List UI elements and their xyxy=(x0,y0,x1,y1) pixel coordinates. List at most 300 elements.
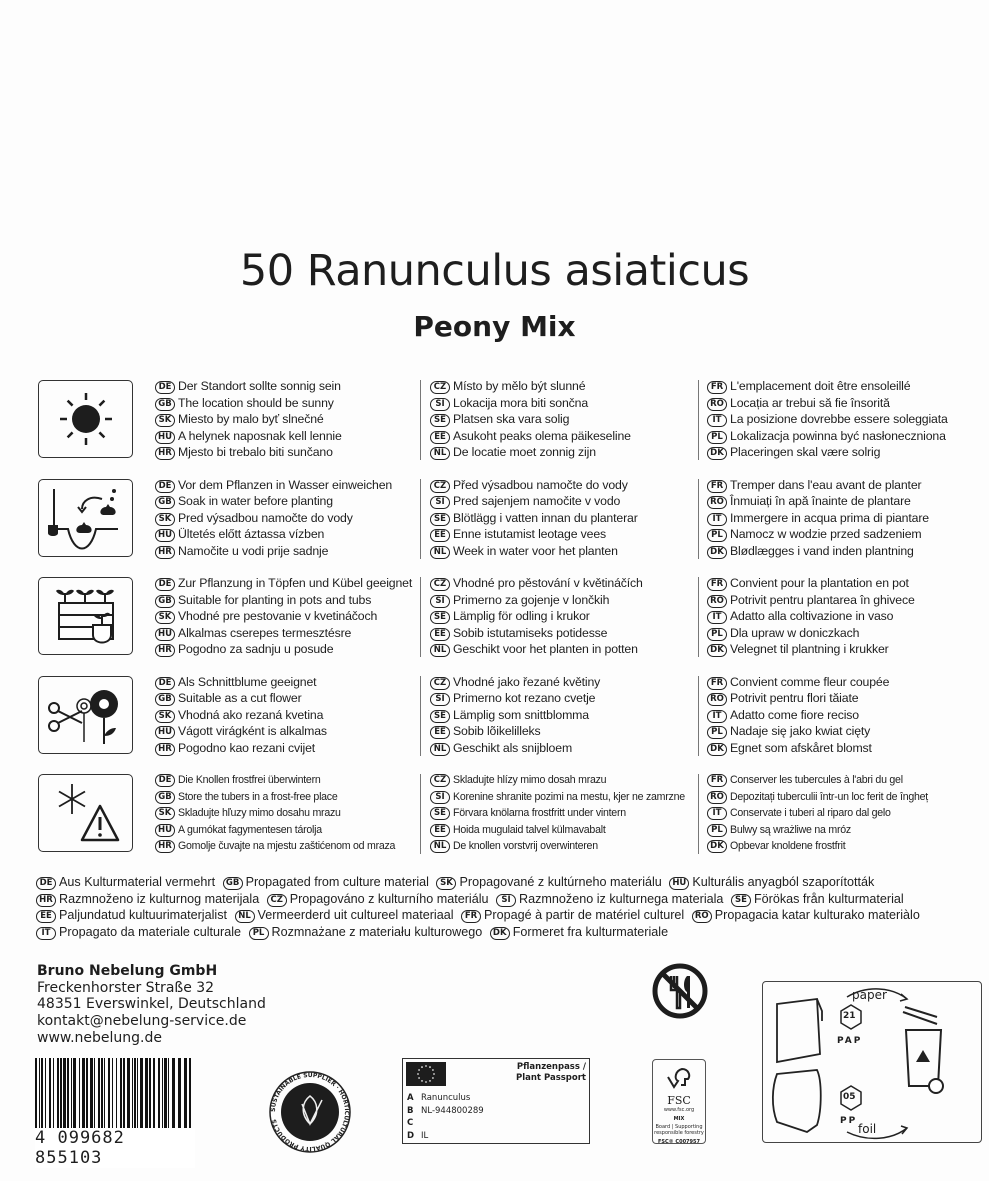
lang-text: Formeret fra kulturmateriale xyxy=(512,924,669,939)
lang-text: Vhodné pre pestovanie v kvetináčoch xyxy=(178,609,378,623)
lang-code-badge: SK xyxy=(155,611,175,624)
lang-code-badge: EE xyxy=(430,529,450,542)
lang-code-badge: HR xyxy=(155,447,175,460)
lang-code-badge: EE xyxy=(430,628,450,641)
lang-code-badge: SE xyxy=(430,513,450,526)
lang-code-badge: NL xyxy=(430,546,450,559)
lang-item xyxy=(461,908,684,922)
lang-text: Lokacija mora biti sončna xyxy=(453,395,589,410)
lang-item xyxy=(496,892,723,906)
lang-code-badge: CZ xyxy=(430,677,450,690)
plant-passport xyxy=(402,1058,590,1144)
barcode-bar xyxy=(101,1058,103,1128)
lang-text: Förökas från kulturmaterial xyxy=(753,891,904,906)
barcode-bar xyxy=(45,1058,46,1128)
lang-item xyxy=(155,511,353,525)
barcode-bar xyxy=(158,1058,160,1128)
lang-code-badge: NL xyxy=(430,840,450,853)
lang-text: Convient comme fleur coupée xyxy=(730,674,890,689)
lang-text: Conserver les tubercules à l'abri du gel xyxy=(730,774,903,786)
lang-code-badge: EE xyxy=(430,431,450,444)
recycling-diagram-icon xyxy=(763,982,983,1144)
line-key: A xyxy=(407,1093,414,1103)
company-street: Freckenhorster Straße 32 xyxy=(37,979,215,996)
lang-code-badge: DK xyxy=(707,743,727,756)
lang-code-badge: SI xyxy=(430,398,450,411)
lang-code-badge: HU xyxy=(155,628,175,641)
column-divider xyxy=(698,676,699,756)
instruction-row xyxy=(38,674,988,764)
barcode-bar xyxy=(189,1058,191,1136)
lang-text: Propagacia katar kulturako materiàlo xyxy=(714,908,920,922)
barcode-bar xyxy=(149,1058,151,1128)
line-value: NL-944800289 xyxy=(421,1105,484,1116)
column-divider xyxy=(698,774,699,854)
lang-text: Paljundatud kultuurimaterjalist xyxy=(59,908,228,922)
lang-text: La posizione dovrebbe essere soleggiata xyxy=(730,412,948,426)
lang-text: Propagato da materiale culturale xyxy=(59,924,242,939)
company-website[interactable]: www.nebelung.de xyxy=(37,1029,162,1046)
lang-item xyxy=(430,675,600,689)
lang-item xyxy=(707,724,870,738)
lang-item xyxy=(707,544,914,558)
lang-code-badge: CZ xyxy=(430,480,450,493)
svg-text:SUSTAINABLE SUPPLIER · HORTICU: SUSTAINABLE SUPPLIER · HORTICULTURAL QUALITY PRODUCTS xyxy=(269,1071,351,1153)
lang-text: Vor dem Pflanzen in Wasser einweichen xyxy=(178,477,393,492)
barcode-bar xyxy=(41,1058,43,1128)
lang-text: Pred sajenjem namočite v vodo xyxy=(453,494,621,508)
line-key: C xyxy=(407,1118,414,1128)
lang-item xyxy=(155,807,341,819)
lang-item xyxy=(707,708,859,722)
lang-code-badge: PL xyxy=(707,726,727,739)
passport-line-b xyxy=(407,1105,484,1118)
lang-item xyxy=(430,642,638,656)
lang-text: De locatie moet zonnig zijn xyxy=(453,445,596,459)
propagation-statement xyxy=(36,874,976,940)
lang-item xyxy=(430,626,607,640)
lang-item xyxy=(430,609,590,623)
lang-item xyxy=(707,511,929,525)
fsc-logo-text: FSC xyxy=(667,1094,691,1107)
lang-item xyxy=(155,478,392,492)
footer-line xyxy=(36,874,976,891)
fsc-description: Board | Supporting responsible forestry xyxy=(654,1124,704,1136)
pots-planter-icon xyxy=(38,577,133,655)
barcode-bar xyxy=(178,1058,181,1128)
column-divider xyxy=(420,479,421,559)
instruction-column xyxy=(155,674,413,757)
recycling-code-pp: 05 xyxy=(843,1092,856,1102)
barcode-bar xyxy=(127,1058,130,1128)
lang-text: Egnet som afskåret blomst xyxy=(730,740,872,755)
lang-item xyxy=(707,741,872,755)
lang-text: De knollen vorstvrij overwinteren xyxy=(453,840,598,852)
barcode-number: 4 099682 855103 xyxy=(35,1128,195,1168)
lang-code-badge: NL xyxy=(430,743,450,756)
instruction-column xyxy=(707,575,983,658)
barcode-bar xyxy=(39,1058,40,1128)
lang-code-badge: FR xyxy=(707,677,727,690)
lang-item xyxy=(707,791,928,803)
lang-text: Vhodná ako rezaná kvetina xyxy=(178,707,324,722)
lang-item xyxy=(430,412,569,426)
barcode-bar xyxy=(172,1058,175,1128)
lang-code-badge: SK xyxy=(155,513,175,526)
lang-item xyxy=(155,379,341,393)
lang-text: Convient pour la plantation en pot xyxy=(730,576,909,590)
lang-code-badge: RO xyxy=(707,693,727,706)
barcode-bar xyxy=(60,1058,62,1128)
lang-text: Opbevar knoldene frostfrit xyxy=(730,840,846,852)
lang-text: Primerno kot rezano cvetje xyxy=(453,691,596,705)
soak-planting-icon xyxy=(38,479,133,557)
lang-item xyxy=(235,908,454,922)
lang-text: Conservate i tuberi al riparo dal gelo xyxy=(730,807,891,819)
lang-item xyxy=(36,875,215,889)
lang-code-badge: SI xyxy=(430,791,450,804)
lang-text: Tremper dans l'eau avant de planter xyxy=(730,477,922,492)
lang-code-badge: HU xyxy=(669,877,689,890)
lang-text: Blødlægges i vand inden plantning xyxy=(730,543,914,558)
lang-code-badge: DE xyxy=(155,480,175,493)
lang-code-badge: CZ xyxy=(267,894,287,907)
lang-code-badge: IT xyxy=(707,513,727,526)
lang-text: Skladujte hľuzy mimo dosahu mrazu xyxy=(178,807,341,819)
instruction-row xyxy=(38,772,988,862)
recycling-label-pap: PAP xyxy=(837,1036,863,1046)
lang-text: Store the tubers in a frost-free place xyxy=(178,790,338,803)
lang-code-badge: RO xyxy=(692,910,712,923)
lang-text: Aus Kulturmaterial vermehrt xyxy=(59,875,216,889)
lang-code-badge: NL xyxy=(235,910,255,923)
lang-code-badge: NL xyxy=(430,447,450,460)
barcode-bar xyxy=(73,1058,76,1128)
lang-text: Enne istutamist leotage vees xyxy=(453,527,607,541)
lang-text: Der Standort sollte sonnig sein xyxy=(178,379,341,393)
barcode-bar xyxy=(112,1058,113,1128)
barcode-bar xyxy=(108,1058,110,1128)
instruction-column xyxy=(707,378,983,461)
lang-code-badge: SE xyxy=(430,710,450,723)
lang-text: Vágott virágként is alkalmas xyxy=(178,724,327,738)
instruction-column xyxy=(707,477,983,560)
lang-item xyxy=(36,925,241,939)
lang-text: Namočite u vodi prije sadnje xyxy=(178,543,329,558)
recycling-code-paper: 21 xyxy=(843,1011,856,1021)
barcode-bar xyxy=(86,1058,88,1128)
lang-code-badge: DK xyxy=(707,840,727,853)
lang-text: Mjesto bi trebalo biti sunčano xyxy=(178,445,333,459)
instruction-column xyxy=(155,772,413,855)
lang-text: Zur Pflanzung in Töpfen und Kübel geeignet xyxy=(178,576,413,590)
lang-item xyxy=(155,708,323,722)
sun-icon xyxy=(38,380,133,458)
lang-item xyxy=(430,824,606,836)
footer-line xyxy=(36,924,976,941)
lang-code-badge: IT xyxy=(707,611,727,624)
instruction-column xyxy=(430,477,692,560)
barcode-bar xyxy=(140,1058,143,1128)
sustainable-supplier-seal-icon xyxy=(268,1070,352,1154)
lang-text: Geschikt voor het planten in potten xyxy=(453,642,638,656)
lang-text: Geschikt als snijbloem xyxy=(453,740,573,755)
column-divider xyxy=(420,577,421,657)
lang-text: Dla upraw w doniczkach xyxy=(730,625,860,640)
column-divider xyxy=(698,577,699,657)
barcode-bar xyxy=(137,1058,138,1128)
lang-code-badge: DE xyxy=(36,877,56,890)
lang-code-badge: IT xyxy=(707,710,727,723)
lang-item xyxy=(707,445,880,459)
lang-item xyxy=(430,791,685,803)
column-divider xyxy=(698,479,699,559)
lang-code-badge: CZ xyxy=(430,578,450,591)
lang-code-badge: GB xyxy=(155,595,175,608)
lang-text: Místo by mělo být slunné xyxy=(453,379,586,393)
instruction-column xyxy=(155,477,413,560)
lang-text: Skladujte hlízy mimo dosah mrazu xyxy=(453,774,607,786)
lang-code-badge: GB xyxy=(223,877,243,890)
lang-text: Die Knollen frostfrei überwintern xyxy=(178,774,321,786)
barcode-bar xyxy=(104,1058,105,1128)
lang-text: Gomolje čuvajte na mjestu zaštićenom od mraza xyxy=(178,840,396,852)
eu-flag-icon xyxy=(406,1062,446,1086)
lang-text: Als Schnittblume geeignet xyxy=(178,674,317,689)
lang-text: Potrivit pentru flori tăiate xyxy=(730,691,859,705)
lang-text: Placeringen skal være solrig xyxy=(730,445,881,459)
barcode-bar xyxy=(116,1058,117,1128)
lang-item xyxy=(155,675,316,689)
paper-label: paper xyxy=(852,988,887,1002)
lang-text: Adatto alla coltivazione in vaso xyxy=(730,609,894,623)
lang-item xyxy=(430,396,588,410)
lang-text: Asukoht peaks olema päikeseline xyxy=(453,428,631,443)
barcode-bar xyxy=(94,1058,95,1128)
lang-code-badge: HR xyxy=(155,743,175,756)
passport-line-c xyxy=(407,1117,484,1130)
lang-code-badge: SE xyxy=(430,414,450,427)
fsc-code: FSC® C007957 xyxy=(658,1139,700,1145)
barcode-bar xyxy=(120,1058,122,1128)
lang-item xyxy=(430,691,595,705)
lang-code-badge: SE xyxy=(430,807,450,820)
barcode-bars xyxy=(35,1058,195,1136)
lang-text: Sobib lõikelilleks xyxy=(453,724,541,738)
lang-item xyxy=(155,445,333,459)
lang-text: Locația ar trebui să fie însorită xyxy=(730,395,890,410)
lang-item xyxy=(707,840,845,852)
column-divider xyxy=(420,380,421,460)
lang-code-badge: SK xyxy=(155,807,175,820)
lang-code-badge: SE xyxy=(731,894,751,907)
lang-code-badge: NL xyxy=(430,644,450,657)
fsc-url: www.fsc.org xyxy=(663,1107,695,1113)
lang-code-badge: HU xyxy=(155,824,175,837)
instruction-column xyxy=(430,674,692,757)
passport-title-line2: Plant Passport xyxy=(516,1073,586,1083)
lang-code-badge: SI xyxy=(430,693,450,706)
lang-code-badge: DE xyxy=(155,381,175,394)
lang-item xyxy=(430,544,618,558)
lang-text: Immergere in acqua prima di piantare xyxy=(730,510,929,525)
lang-item xyxy=(692,908,920,922)
lang-item xyxy=(430,429,631,443)
lang-item xyxy=(155,412,324,426)
barcode-bar xyxy=(63,1058,66,1128)
lang-code-badge: RO xyxy=(707,791,727,804)
lang-code-badge: EE xyxy=(36,910,56,923)
lang-code-badge: RO xyxy=(707,595,727,608)
lang-code-badge: PL xyxy=(249,927,269,940)
lang-code-badge: DK xyxy=(707,644,727,657)
instruction-column xyxy=(430,772,692,855)
lang-item xyxy=(707,609,893,623)
column-divider xyxy=(420,774,421,854)
lang-code-badge: FR xyxy=(707,480,727,493)
instruction-column xyxy=(430,575,692,658)
fsc-type: MIX xyxy=(673,1116,685,1122)
lang-item xyxy=(430,741,572,755)
lang-text: Platsen ska vara solig xyxy=(453,412,570,426)
lang-code-badge: PL xyxy=(707,529,727,542)
lang-item xyxy=(436,875,661,889)
lang-text: Depozitați tuberculii într-un loc ferit de îngheț xyxy=(730,790,928,803)
passport-line-a xyxy=(407,1092,484,1105)
lang-item xyxy=(707,478,921,492)
lang-text: Sobib istutamiseks potidesse xyxy=(453,625,608,640)
footer-line xyxy=(36,891,976,908)
lang-item xyxy=(155,527,324,541)
instruction-column xyxy=(707,772,983,855)
lang-item xyxy=(430,511,638,525)
lang-item xyxy=(155,791,338,803)
barcode-bar xyxy=(132,1058,133,1128)
lang-item xyxy=(707,396,890,410)
lang-code-badge: PL xyxy=(707,824,727,837)
lang-item xyxy=(430,807,626,819)
lang-item xyxy=(707,429,946,443)
frost-warning-icon xyxy=(38,774,133,852)
lang-code-badge: IT xyxy=(707,807,727,820)
barcode-bar xyxy=(71,1058,72,1128)
lang-item xyxy=(430,724,541,738)
barcode-bar xyxy=(82,1058,85,1128)
lang-item xyxy=(430,774,606,786)
lang-text: Lämplig som snittblomma xyxy=(453,707,589,722)
company-name: Bruno Nebelung GmbH xyxy=(37,963,218,979)
recycling-instructions xyxy=(762,981,982,1143)
lang-code-badge: GB xyxy=(155,398,175,411)
lang-item xyxy=(155,593,371,607)
lang-item xyxy=(430,494,620,508)
lang-text: L'emplacement doit être ensoleillé xyxy=(730,379,911,393)
lang-text: Primerno za gojenje v lončkih xyxy=(453,592,610,607)
lang-code-badge: FR xyxy=(707,381,727,394)
lang-code-badge: HU xyxy=(155,431,175,444)
lang-item xyxy=(155,741,315,755)
lang-code-badge: HR xyxy=(155,546,175,559)
lang-text: Soak in water before planting xyxy=(178,494,333,508)
lang-item xyxy=(707,642,889,656)
barcode-bar xyxy=(57,1058,59,1128)
instruction-column xyxy=(707,674,983,757)
lang-code-badge: SI xyxy=(430,496,450,509)
lang-code-badge: DE xyxy=(155,677,175,690)
lang-item xyxy=(155,642,333,656)
lang-text: Velegnet til plantning i krukker xyxy=(730,642,889,656)
barcode-bar xyxy=(123,1058,125,1128)
lang-item xyxy=(707,494,911,508)
column-divider xyxy=(698,380,699,460)
lang-code-badge: DK xyxy=(490,927,510,940)
lang-code-badge: CZ xyxy=(430,381,450,394)
lang-item xyxy=(430,708,589,722)
passport-title xyxy=(516,1062,586,1084)
instruction-row xyxy=(38,378,988,468)
barcode xyxy=(35,1058,195,1168)
lang-item xyxy=(249,925,483,939)
lang-text: Adatto come fiore reciso xyxy=(730,707,859,722)
instruction-column xyxy=(155,378,413,461)
lang-code-badge: GB xyxy=(155,496,175,509)
lang-text: Pogodno kao rezani cvijet xyxy=(178,740,316,755)
barcode-bar xyxy=(79,1058,80,1128)
lang-item xyxy=(731,892,904,906)
lang-item xyxy=(155,724,327,738)
lang-code-badge: IT xyxy=(36,927,56,940)
barcode-bar xyxy=(49,1058,51,1128)
lang-item xyxy=(707,379,910,393)
lang-code-badge: HR xyxy=(155,644,175,657)
company-address xyxy=(37,963,266,1047)
lang-text: Alkalmas cserepes termesztésre xyxy=(178,625,352,640)
lang-item xyxy=(155,609,377,623)
lang-item xyxy=(267,892,489,906)
lang-item xyxy=(223,875,429,889)
lang-item xyxy=(490,925,668,939)
lang-text: A helynek naposnak kell lennie xyxy=(178,428,342,443)
passport-title-line1: Pflanzenpass / xyxy=(516,1062,586,1072)
lang-item xyxy=(155,576,412,590)
lang-item xyxy=(669,875,874,889)
lang-code-badge: SI xyxy=(430,595,450,608)
lang-item xyxy=(155,691,302,705)
line-value: Ranunculus xyxy=(421,1093,471,1103)
lang-item xyxy=(36,892,259,906)
lang-code-badge: DE xyxy=(155,578,175,591)
barcode-bar xyxy=(168,1058,169,1128)
product-subtitle: Peony Mix xyxy=(413,310,576,343)
lang-text: Bulwy są wrażliwe na mróz xyxy=(730,823,851,836)
barcode-bar xyxy=(90,1058,93,1128)
lang-item xyxy=(707,807,891,819)
lang-text: Propagované z kultúrneho materiálu xyxy=(459,875,662,889)
fsc-label xyxy=(652,1059,706,1144)
lang-text: Hoida mugulaid talvel külmavabalt xyxy=(453,823,606,836)
lang-item xyxy=(707,691,858,705)
lang-item xyxy=(155,774,321,786)
lang-item xyxy=(707,593,915,607)
lang-item xyxy=(430,840,598,852)
company-email[interactable]: kontakt@nebelung-service.de xyxy=(37,1013,247,1030)
passport-line-d xyxy=(407,1130,484,1143)
line-key: D xyxy=(407,1130,415,1141)
instruction-column xyxy=(430,378,692,461)
lang-code-badge: SI xyxy=(496,894,516,907)
recycling-label-pp: PP xyxy=(840,1116,858,1126)
lang-text: Před výsadbou namočte do vody xyxy=(453,477,628,492)
